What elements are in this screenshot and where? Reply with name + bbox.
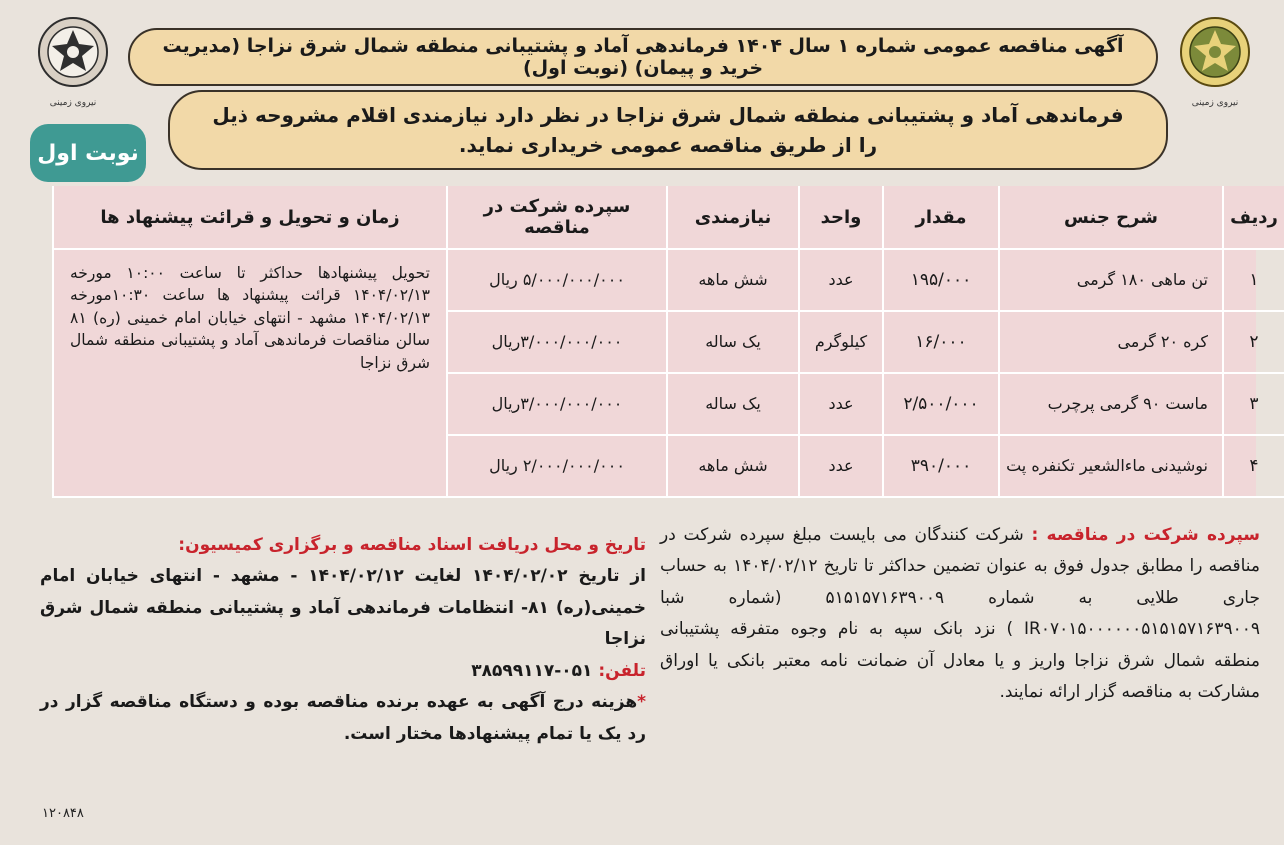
notice-headline: آگهی مناقصه عمومی شماره ۱ سال ۱۴۰۴ فرماندهی آماد و پشتیبانی منطقه شمال شرق نزاجا (مدیریت خرید و پیمان) (نوبت اول) (128, 28, 1158, 86)
army-emblem-icon (34, 14, 112, 110)
cell-radif: ۳ (1223, 373, 1284, 435)
reference-number: ۱۲۰۸۴۸ (42, 806, 84, 821)
cell-unit: عدد (799, 435, 883, 497)
header-need: نیازمندی (667, 186, 799, 249)
phone-line (40, 656, 646, 687)
table-header-row (53, 186, 1284, 249)
deposit-title: سپرده شرکت در مناقصه : (1031, 525, 1260, 545)
cell-description: کره ۲۰ گرمی (999, 311, 1223, 373)
cell-unit: کیلوگرم (799, 311, 883, 373)
items-table (52, 186, 1278, 498)
cell-need: یک ساله (667, 373, 799, 435)
schedule-body: از تاریخ ۱۴۰۴/۰۲/۰۲ لغایت ۱۴۰۴/۰۲/۱۲ - مشهد - انتهای خیابان امام خمینی(ره) ۸۱- انتظامات فرماندهی آماد و پشتیبانی منطقه شمال شرق نزاجا (40, 566, 646, 650)
cell-radif: ۲ (1223, 311, 1284, 373)
cell-description: تن ماهی ۱۸۰ گرمی (999, 249, 1223, 311)
header-delivery: زمان و تحویل و قرائت پیشنهاد ها (53, 186, 447, 249)
cell-description: ماست ۹۰ گرمی پرچرب (999, 373, 1223, 435)
round-badge: نوبت اول (30, 124, 146, 182)
header-quantity: مقدار (883, 186, 999, 249)
cell-quantity: ۲/۵۰۰/۰۰۰ (883, 373, 999, 435)
cell-deposit: ۳/۰۰۰/۰۰۰/۰۰۰ریال (447, 311, 667, 373)
phone-label: تلفن: (598, 660, 646, 681)
note-text: هزینه درج آگهی به عهده برنده مناقصه بوده و دستگاه مناقصه گزار در رد یک یا تمام پیشنهادها مختار است. (40, 692, 646, 744)
emblem-caption: نیروی زمینی (49, 98, 97, 108)
cell-need: یک ساله (667, 311, 799, 373)
schedule-section (40, 530, 646, 800)
cell-delivery-details: تحویل پیشنهادها حداکثر تا ساعت ۱۰:۰۰ مورخه ۱۴۰۴/۰۲/۱۳ قرائت پیشنهاد ها ساعت ۱۰:۳۰مورخه ۱۴۰۴/۰۲/۱۳ مشهد - انتهای خیابان امام خمینی (ره) ۸۱ سالن مناقصات فرماندهی آماد و پشتیبانی منطقه شمال شرق نزاجا (53, 249, 447, 497)
cell-quantity: ۳۹۰/۰۰۰ (883, 435, 999, 497)
fee-note (40, 687, 646, 750)
deposit-section (660, 520, 1260, 790)
cell-unit: عدد (799, 249, 883, 311)
cell-radif: ۴ (1223, 435, 1284, 497)
cell-need: شش ماهه (667, 249, 799, 311)
cell-quantity: ۱۹۵/۰۰۰ (883, 249, 999, 311)
header-unit: واحد (799, 186, 883, 249)
header-radif: ردیف (1223, 186, 1284, 249)
cell-quantity: ۱۶/۰۰۰ (883, 311, 999, 373)
cell-radif: ۱ (1223, 249, 1284, 311)
cell-deposit: ۳/۰۰۰/۰۰۰/۰۰۰ریال (447, 373, 667, 435)
army-emblem-icon (1176, 14, 1254, 110)
cell-need: شش ماهه (667, 435, 799, 497)
schedule-title: تاریخ و محل دریافت اسناد مناقصه و برگزاری کمیسیون: (178, 535, 646, 555)
cell-unit: عدد (799, 373, 883, 435)
cell-deposit: ۵/۰۰۰/۰۰۰/۰۰۰ ریال (447, 249, 667, 311)
deposit-body: شرکت کنندگان می بایست مبلغ سپرده شرکت در مناقصه را مطابق جدول فوق به عنوان تضمین حداکثر تا تاریخ ۱۴۰۴/۰۲/۱۲ به حساب جاری طلایی به شماره ۵۱۵۱۵۷۱۶۳۹۰۰۹ (شماره شبا IR۰۷۰۱۵۰۰۰۰۰۰۵۱۵۱۵۷۱۶۳۹۰۰۹ ) نزد بانک سپه به نام وجوه متفرقه پشتیبانی منطقه شمال شرق نزاجا واریز و یا معادل آن ضمانت نامه معتبر بانکی یا اوراق مشارکت به مناقصه گزار ارائه نمایند. (660, 525, 1261, 703)
table-row (53, 249, 1284, 311)
note-star: * (637, 692, 646, 713)
cell-description: نوشیدنی ماءالشعیر تکنفره پت (999, 435, 1223, 497)
header-description: شرح جنس (999, 186, 1223, 249)
notice-intro: فرماندهی آماد و پشتیبانی منطقه شمال شرق نزاجا در نظر دارد نیازمندی اقلام مشروحه ذیل را از طریق مناقصه عمومی خریداری نماید. (168, 90, 1168, 170)
header-deposit: سپرده شرکت در مناقصه (447, 186, 667, 249)
phone-number: ۰۵۱-۳۸۵۹۹۱۱۷ (471, 660, 593, 681)
cell-deposit: ۲/۰۰۰/۰۰۰/۰۰۰ ریال (447, 435, 667, 497)
emblem-caption: نیروی زمینی (1191, 98, 1239, 108)
